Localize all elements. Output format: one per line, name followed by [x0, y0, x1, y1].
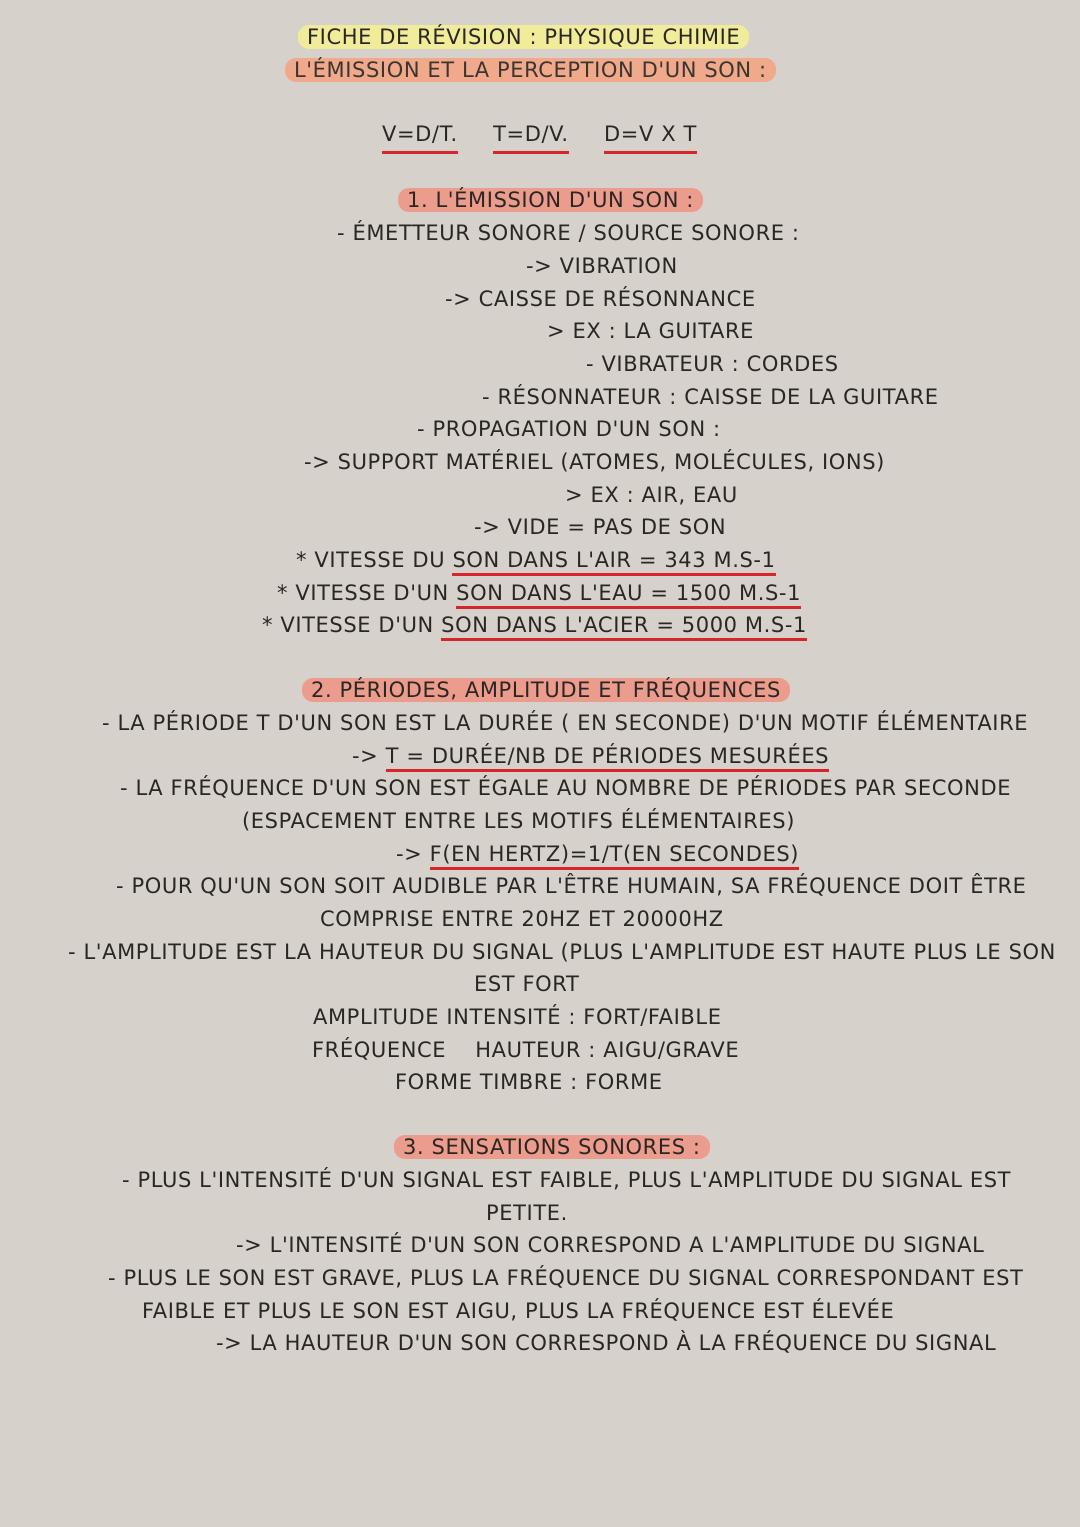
sheet-title-line — [0, 21, 1080, 53]
property-table-row: FORME TIMBRE : FORME — [395, 1070, 663, 1094]
section2-line: EST FORT — [474, 972, 580, 996]
section1-line: -> SUPPORT MATÉRIEL (ATOMES, MOLÉCULES, IONS) — [304, 450, 885, 474]
section2-line: - LA PÉRIODE T D'UN SON EST LA DURÉE ( EN SECONDE) D'UN MOTIF ÉLÉMENTAIRE — [102, 711, 1029, 735]
section3-heading: 3. SENSATIONS SONORES : — [394, 1135, 710, 1159]
formula-arrow: -> — [352, 744, 386, 768]
section1-line: - ÉMETTEUR SONORE / SOURCE SONORE : — [337, 221, 800, 245]
section3-line: FAIBLE ET PLUS LE SON EST AIGU, PLUS LA FRÉQUENCE EST ÉLEVÉE — [142, 1299, 895, 1323]
section1-line: -> VIDE = PAS DE SON — [474, 515, 727, 539]
section2-heading-line — [0, 674, 1080, 706]
section1-line: -> VIBRATION — [526, 254, 678, 278]
section1-line: - PROPAGATION D'UN SON : — [417, 417, 721, 441]
section2-line: - POUR QU'UN SON SOIT AUDIBLE PAR L'ÊTRE HUMAIN, SA FRÉQUENCE DOIT ÊTRE — [116, 874, 1027, 898]
speed-prefix: * VITESSE DU — [296, 548, 453, 572]
formula-speed: V=D/T. — [382, 118, 458, 154]
section2-line: - LA FRÉQUENCE D'UN SON EST ÉGALE AU NOMBRE DE PÉRIODES PAR SECONDE — [120, 776, 1012, 800]
sheet-subtitle-line — [0, 54, 1080, 86]
section1-line: - VIBRATEUR : CORDES — [586, 352, 839, 376]
period-formula: T = DURÉE/NB DE PÉRIODES MESURÉES — [386, 744, 829, 772]
section2-line: (ESPACEMENT ENTRE LES MOTIFS ÉLÉMENTAIRES) — [242, 809, 796, 833]
sheet-subtitle: L'ÉMISSION ET LA PERCEPTION D'UN SON : — [285, 58, 776, 82]
speed-steel-line — [0, 609, 1080, 641]
section3-heading-line — [0, 1131, 1080, 1163]
section3-line: PETITE. — [486, 1201, 568, 1225]
section1-heading: 1. L'ÉMISSION D'UN SON : — [398, 188, 703, 212]
speed-water-line — [0, 577, 1080, 609]
formula-distance: D=V X T — [604, 118, 697, 154]
section2-line: COMPRISE ENTRE 20HZ ET 20000HZ — [320, 907, 724, 931]
speed-prefix: * VITESSE D'UN — [262, 613, 442, 637]
frequency-formula-line — [0, 838, 1080, 870]
section3-line: - PLUS LE SON EST GRAVE, PLUS LA FRÉQUENCE DU SIGNAL CORRESPONDANT EST — [108, 1266, 1024, 1290]
formula-arrow: -> — [396, 842, 430, 866]
sheet-title: FICHE DE RÉVISION : PHYSIQUE CHIMIE — [298, 25, 749, 49]
section3-line: -> L'INTENSITÉ D'UN SON CORRESPOND A L'AMPLITUDE DU SIGNAL — [236, 1233, 985, 1257]
speed-value: SON DANS L'AIR = 343 M.S-1 — [452, 548, 775, 576]
speed-value: SON DANS L'EAU = 1500 M.S-1 — [456, 581, 801, 609]
section1-line: > EX : LA GUITARE — [547, 319, 755, 343]
section3-line: -> LA HAUTEUR D'UN SON CORRESPOND À LA FRÉQUENCE DU SIGNAL — [216, 1331, 997, 1355]
speed-value: SON DANS L'ACIER = 5000 M.S-1 — [441, 613, 807, 641]
section1-line: -> CAISSE DE RÉSONNANCE — [445, 287, 756, 311]
property-table-row: FRÉQUENCE HAUTEUR : AIGU/GRAVE — [312, 1038, 740, 1062]
section1-line: - RÉSONNATEUR : CAISSE DE LA GUITARE — [482, 385, 939, 409]
speed-air-line — [0, 544, 1080, 576]
formula-time: T=D/V. — [493, 118, 569, 154]
section1-heading-line — [0, 184, 1080, 216]
period-formula-line — [0, 740, 1080, 772]
section1-line: > EX : AIR, EAU — [565, 483, 738, 507]
formula-row — [0, 118, 1080, 150]
section2-line: - L'AMPLITUDE EST LA HAUTEUR DU SIGNAL (PLUS L'AMPLITUDE EST HAUTE PLUS LE SON — [68, 940, 1056, 964]
section3-line: - PLUS L'INTENSITÉ D'UN SIGNAL EST FAIBLE, PLUS L'AMPLITUDE DU SIGNAL EST — [122, 1168, 1012, 1192]
section2-heading: 2. PÉRIODES, AMPLITUDE ET FRÉQUENCES — [302, 678, 790, 702]
speed-prefix: * VITESSE D'UN — [277, 581, 457, 605]
frequency-formula: F(EN HERTZ)=1/T(EN SECONDES) — [430, 842, 799, 870]
property-table-row: AMPLITUDE INTENSITÉ : FORT/FAIBLE — [313, 1005, 722, 1029]
